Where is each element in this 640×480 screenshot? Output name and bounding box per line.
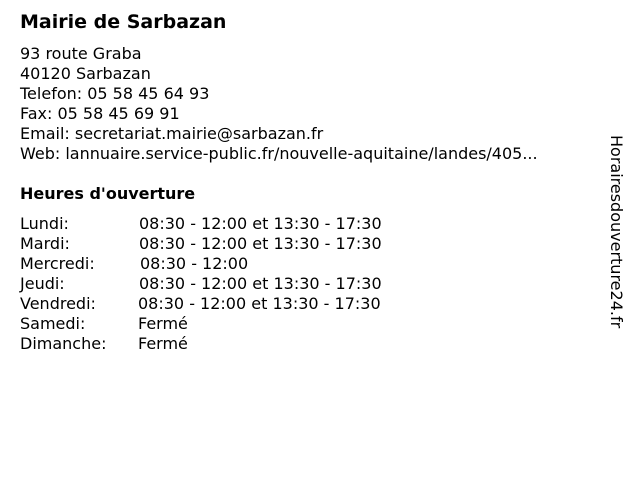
city-postcode: 40120 Sarbazan [20,64,151,83]
day-hours: Fermé [138,314,188,333]
day-hours: Fermé [138,334,188,353]
email-address: Email: secretariat.mairie@sarbazan.fr [20,124,324,143]
day-label: Dimanche: [20,334,107,353]
day-hours: 08:30 - 12:00 et 13:30 - 17:30 [138,294,381,313]
fax-number: Fax: 05 58 45 69 91 [20,104,180,123]
page-title: Mairie de Sarbazan [20,11,227,33]
phone-number: Telefon: 05 58 45 64 93 [20,84,210,103]
site-watermark: Horairesdouverture24.fr [607,135,626,329]
day-hours: 08:30 - 12:00 [140,254,249,273]
street-address: 93 route Graba [20,44,142,63]
website-url: Web: lannuaire.service-public.fr/nouvelle-aquitaine/landes/405... [20,144,538,163]
opening-hours-heading: Heures d'ouverture [20,184,196,203]
contact-info [20,44,538,164]
day-label: Lundi: [20,214,69,233]
day-label: Vendredi: [20,294,96,313]
day-label: Jeudi: [20,274,65,293]
day-hours: 08:30 - 12:00 et 13:30 - 17:30 [139,214,382,233]
day-hours: 08:30 - 12:00 et 13:30 - 17:30 [139,234,382,253]
day-label: Mercredi: [20,254,95,273]
day-hours: 08:30 - 12:00 et 13:30 - 17:30 [139,274,382,293]
day-label: Mardi: [20,234,70,253]
day-label: Samedi: [20,314,86,333]
